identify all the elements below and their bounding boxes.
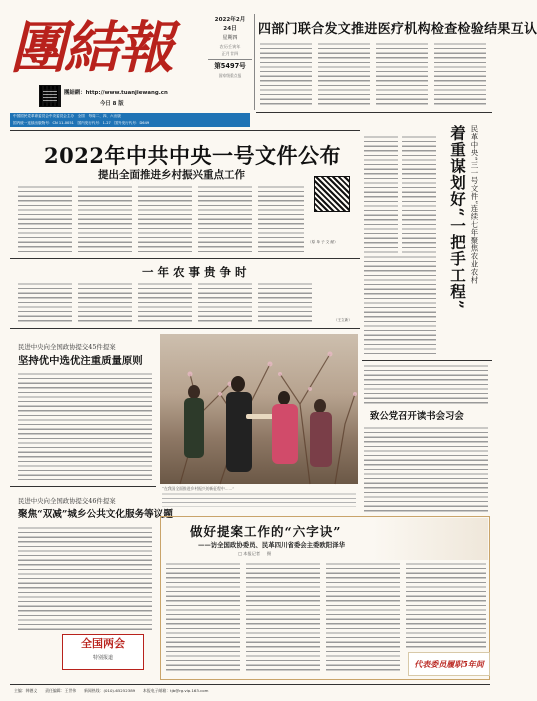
date-weekday: 星期四: [222, 35, 238, 41]
bottom-feature-col-2: [246, 562, 320, 674]
photo-scene: [160, 334, 358, 484]
left-article2-col: [18, 526, 152, 630]
date-year: 2022年2月: [214, 17, 246, 23]
sub-article-col-5: [258, 282, 312, 322]
top-article-col-3: [376, 42, 428, 108]
right-feature-kicker: 民革中央“三一号文件”连续七年聚焦农业农村: [470, 125, 479, 284]
sub-article-byline: （王立新）: [334, 318, 352, 322]
right-article2-col: [364, 426, 488, 514]
bottom-feature-col-3: [326, 562, 400, 674]
left-article2-title[interactable]: 聚焦“双减”城乡公共文化服务等议题: [18, 509, 173, 520]
right-article2-title[interactable]: 致公党召开读书会习会: [370, 411, 464, 422]
main-photo: [160, 334, 358, 484]
left-article1-kicker: 民进中央向全国政协提交45件提案: [18, 343, 116, 351]
anniversary-text: 代表委员履职5年间: [414, 659, 484, 669]
pages-label: 今日 8 版: [100, 101, 124, 107]
banner-line-2: 国内统一连续出版物号：CN 11-0051 国内发行代号：1-27 国外发行代号：D649: [13, 121, 150, 125]
lead-article-col-3: [138, 185, 192, 255]
date-lunar: 农历壬寅年: [219, 44, 241, 49]
bottom-feature-byline: □ 本报记者 摄: [238, 551, 272, 556]
promo-label: 全国两会: [81, 637, 125, 650]
lead-article-col-1: [18, 185, 72, 255]
lead-qr-caption: （原 单 子 文 献）: [308, 240, 338, 244]
promo-box[interactable]: [62, 634, 144, 670]
logo-text: 團結報: [10, 15, 172, 81]
bottom-feature-title[interactable]: 做好提案工作的“六字诀”: [190, 524, 342, 539]
lead-article-subtitle: 提出全面推进乡村振兴重点工作: [98, 169, 245, 181]
date-block: [208, 16, 252, 79]
sub-article-col-3: [138, 282, 192, 322]
website-label[interactable]: 團結網：http://www.tuanjiewang.cn: [64, 90, 168, 96]
issue-number: 第5497号: [208, 59, 252, 72]
lead-article-col-2: [78, 185, 132, 255]
edition-label: 国家级重点报: [218, 73, 242, 78]
right-feature-title[interactable]: [440, 125, 482, 355]
banner-line-1: 中国国民党革命委员会中央委员会主办 全国 每周二、四、六出版: [13, 114, 121, 118]
bottom-feature-portrait: [372, 518, 488, 560]
right-feature-col-3: [364, 255, 436, 355]
info-banner: [10, 113, 250, 127]
lead-qr-code: [314, 176, 350, 212]
anniversary-badge: [408, 652, 490, 676]
sub-article-title[interactable]: 一 年 农 事 贵 争 时: [142, 265, 247, 279]
sub-article-col-1: [18, 282, 72, 322]
bottom-feature-col-1: [166, 562, 240, 674]
top-article-col-4: [434, 42, 486, 108]
left-article1-col: [18, 372, 152, 480]
sub-article-col-2: [78, 282, 132, 322]
bottom-feature-col-4: [406, 562, 486, 648]
date-day: 24日: [223, 26, 237, 32]
promo-sub: 特别报道: [92, 655, 113, 661]
sub-article-col-4: [198, 282, 252, 322]
top-article-col-1: [260, 42, 312, 108]
lead-article-title[interactable]: 2022年中共中央一号文件公布: [44, 143, 341, 168]
lead-article-col-4: [198, 185, 252, 255]
masthead-logo: [10, 14, 200, 82]
top-article-col-2: [318, 42, 370, 108]
left-article1-title[interactable]: 坚持优中选优注重质量原则: [18, 355, 143, 367]
qr-code: [40, 86, 60, 106]
bottom-feature-subtitle: ——访全国政协委员、民革四川省委会主委欧阳泽华: [198, 541, 345, 549]
right-feature-headline: 着重谋划好“一把手工程”: [448, 125, 467, 310]
lead-article-col-5: [258, 185, 304, 255]
photo-caption: “在我国全面推进乡村振兴的新征程中……”: [162, 486, 356, 508]
right-article-upper-col: [364, 364, 488, 404]
date-lunar2: 正月廿四: [221, 51, 239, 56]
left-article2-kicker: 民进中央向全国政协提交46件提案: [18, 497, 116, 505]
top-article-title[interactable]: 四部门联合发文推进医疗机构检查检验结果互认: [258, 22, 537, 37]
footer-text: 主编：韩德义 责任编辑：王世伟 新闻热线：(010)-65252389 本报电子邮箱：tjb@rg.vip.163.com: [14, 688, 209, 693]
